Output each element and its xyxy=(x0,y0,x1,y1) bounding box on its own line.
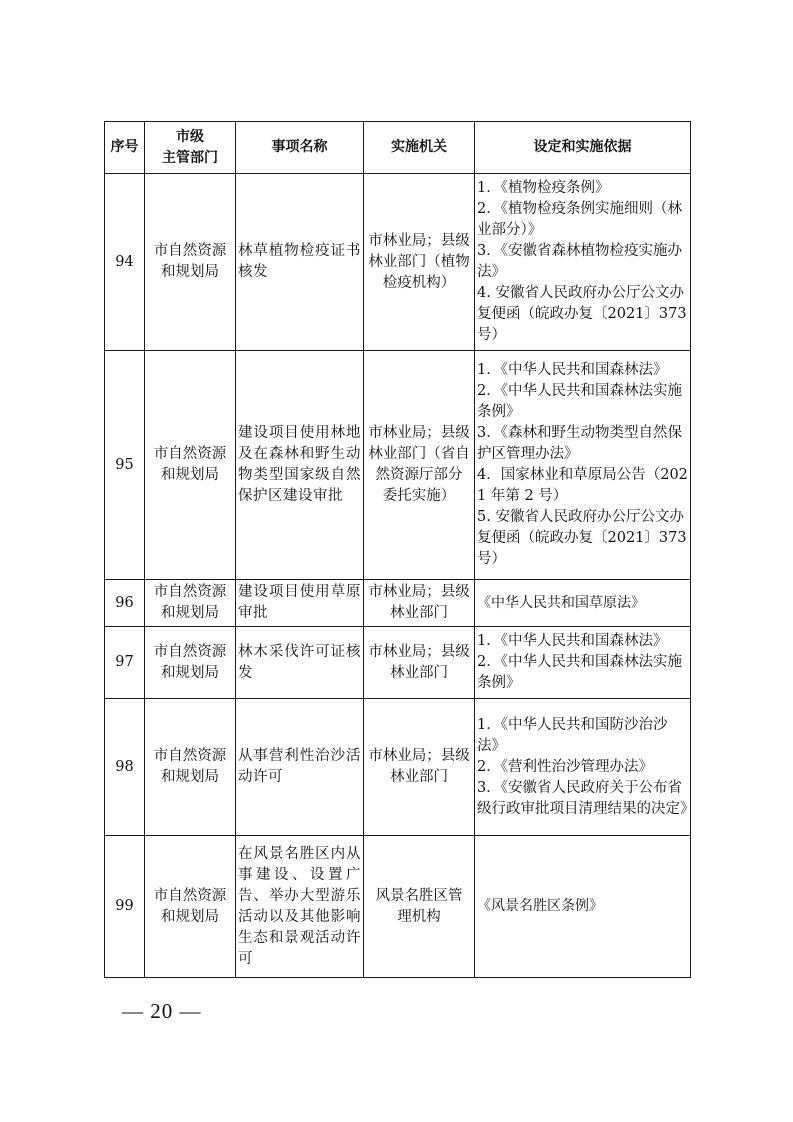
basis-line: 2．《中华人民共和国森林法实施条例》 xyxy=(477,654,682,691)
row-dept xyxy=(145,627,236,699)
header-name: 事项名称 xyxy=(236,122,364,174)
basis-line: 2．《中华人民共和国森林法实施条例》 xyxy=(477,383,682,420)
basis-line: 4．国家林业和草原局公告（2021 年第 2 号） xyxy=(477,467,688,504)
row-basis xyxy=(475,699,695,836)
table-row xyxy=(105,699,691,836)
row-org xyxy=(364,351,475,580)
row-dept-line: 和规划局 xyxy=(161,605,219,621)
table-row xyxy=(105,174,691,351)
row-org xyxy=(364,627,475,699)
basis-line: 1．《中华人民共和国森林法》 xyxy=(477,633,668,649)
row-dept-line: 和规划局 xyxy=(161,467,219,483)
row-dept xyxy=(145,174,236,351)
basis-line: 《中华人民共和国草原法》 xyxy=(477,594,645,611)
row-dept-line: 市自然资源 xyxy=(153,643,227,660)
row-number: 96 xyxy=(105,580,145,627)
header-basis: 设定和实施依据 xyxy=(475,122,691,174)
row-org xyxy=(364,580,475,627)
row-dept xyxy=(145,580,236,627)
row-dept-line: 市自然资源 xyxy=(153,748,227,764)
row-org-line: 风景名胜区管 xyxy=(375,887,463,904)
row-org-line: 然资源厅部分 xyxy=(375,467,463,483)
basis-line: 3．《森林和野生动物类型自然保护区管理办法》 xyxy=(477,425,682,462)
row-number: 98 xyxy=(105,699,145,836)
table-row xyxy=(105,351,691,580)
row-org-line: 市林业局；县级 xyxy=(368,584,470,600)
table-row xyxy=(105,836,691,978)
row-dept-line: 和规划局 xyxy=(161,908,219,925)
row-dept-line: 市自然资源 xyxy=(153,584,227,600)
row-dept-line: 和规划局 xyxy=(161,769,219,785)
approval-items-table xyxy=(104,121,695,978)
basis-line: 1．《中华人民共和国防沙治沙法》 xyxy=(477,716,668,754)
row-dept-line: 市自然资源 xyxy=(153,243,227,259)
table-row xyxy=(105,580,691,627)
row-item-name: 在风景名胜区内从事建设、设置广告、举办大型游乐活动以及其他影响生态和景观活动许可 xyxy=(236,836,364,978)
row-item-name: 林草植物检疫证书核发 xyxy=(236,174,364,351)
row-basis xyxy=(475,836,691,978)
basis-line: 3．《安徽省森林植物检疫实施办法》 xyxy=(477,243,682,280)
row-org-line: 市林业局；县级 xyxy=(368,232,470,249)
row-number: 94 xyxy=(105,174,145,351)
row-item-name: 建设项目使用林地及在森林和野生动物类型国家级自然保护区建设审批 xyxy=(236,351,364,580)
table-row xyxy=(105,627,691,699)
basis-line: 《风景名胜区条例》 xyxy=(477,898,603,914)
row-item-name: 林木采伐许可证核发 xyxy=(236,627,364,699)
header-no: 序号 xyxy=(105,122,145,174)
header-dept-line2: 主管部门 xyxy=(162,149,218,166)
row-item-name: 建设项目使用草原审批 xyxy=(236,580,364,627)
row-basis xyxy=(475,627,691,699)
row-org-line: 林业部门（省自 xyxy=(368,446,470,462)
row-dept xyxy=(145,699,236,836)
page-number: — 20 — xyxy=(122,999,202,1023)
row-dept-line: 和规划局 xyxy=(161,664,219,681)
row-org-line: 市林业局；县级 xyxy=(368,748,470,764)
basis-line: 1．《植物检疫条例》 xyxy=(477,180,610,196)
row-org-line: 市林业局；县级 xyxy=(368,643,470,660)
row-dept-line: 市自然资源 xyxy=(153,446,227,462)
row-basis xyxy=(475,174,691,351)
row-org-line: 林业部门 xyxy=(390,769,448,785)
row-item-name: 从事营利性治沙活动许可 xyxy=(236,699,364,836)
row-number: 95 xyxy=(105,351,145,580)
row-basis xyxy=(475,580,691,627)
basis-line: 4. 安徽省人民政府办公厅公文办复便函（皖政办复〔2021〕373 号） xyxy=(477,285,687,343)
row-org-line: 林业部门 xyxy=(390,664,448,681)
row-number: 99 xyxy=(105,836,145,978)
row-basis xyxy=(475,351,691,580)
basis-line: 1．《中华人民共和国森林法》 xyxy=(477,362,668,378)
row-org xyxy=(364,699,475,836)
basis-line: 2．《营利性治沙管理办法》 xyxy=(477,758,653,775)
row-dept xyxy=(145,351,236,580)
row-org xyxy=(364,836,475,978)
row-org-line: 林业部门（植物 xyxy=(368,253,470,270)
row-org xyxy=(364,174,475,351)
row-dept-line: 市自然资源 xyxy=(153,887,227,904)
row-org-line: 委托实施） xyxy=(382,488,456,504)
row-org-line: 理机构 xyxy=(397,908,441,925)
row-number: 97 xyxy=(105,627,145,699)
header-org: 实施机关 xyxy=(364,122,475,174)
basis-line: 5. 安徽省人民政府办公厅公文办复便函（皖政办复〔2021〕373 号） xyxy=(477,509,687,567)
row-dept-line: 和规划局 xyxy=(161,264,219,280)
row-org-line: 林业部门 xyxy=(390,605,448,621)
header-dept-line1: 市级 xyxy=(176,128,204,145)
table-header-row xyxy=(105,122,691,174)
basis-line: 3．《安徽省人民政府关于公布省级行政审批项目清理结果的决定》 xyxy=(477,779,695,817)
basis-line: 2．《植物检疫条例实施细则（林业部分）》 xyxy=(477,201,682,238)
row-org-line: 检疫机构） xyxy=(382,274,456,291)
header-dept xyxy=(145,122,236,174)
row-dept xyxy=(145,836,236,978)
row-org-line: 市林业局；县级 xyxy=(368,425,470,441)
